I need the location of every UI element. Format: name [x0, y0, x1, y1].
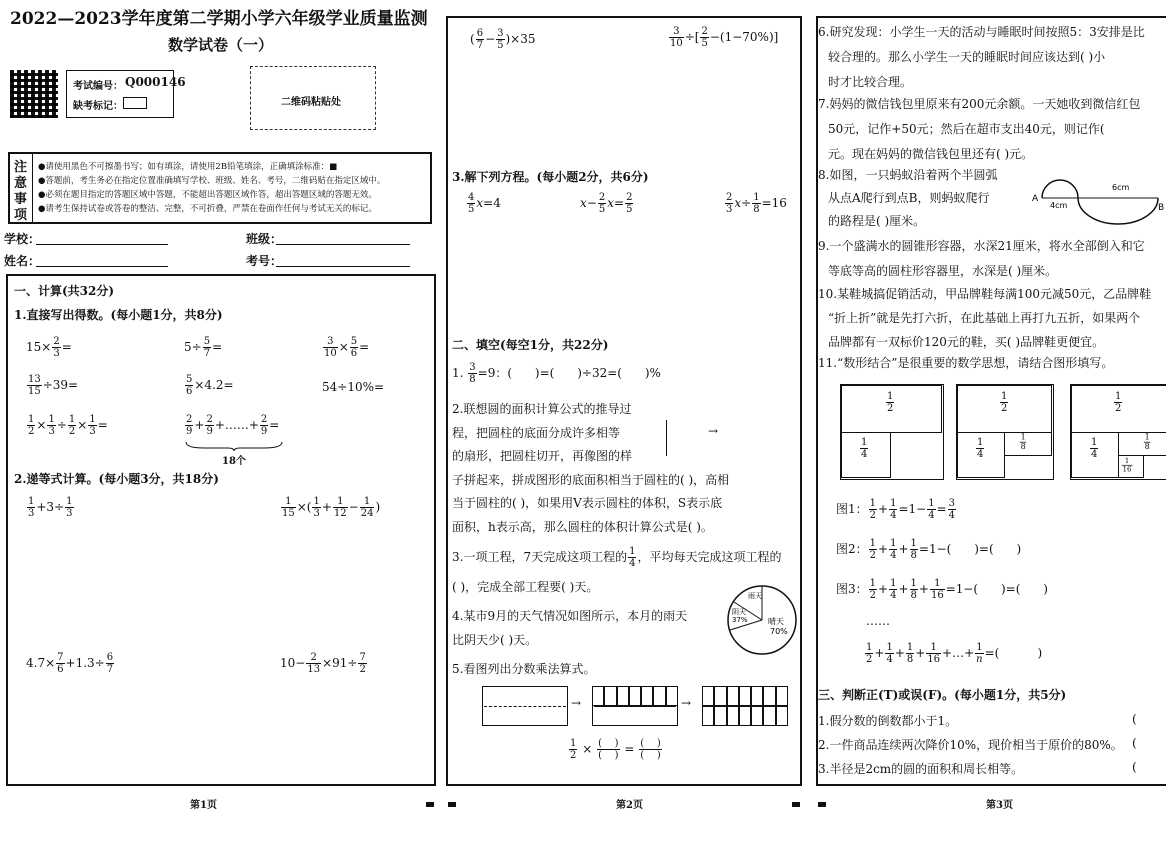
- pie-label-cloudy: 阴天: [732, 608, 746, 616]
- q2-item: 10− $\frac{2}{13}$ ×91÷ $\frac{7}{2}$: [280, 652, 366, 675]
- arrow-icon: →: [681, 696, 692, 710]
- grid-cell: [653, 686, 665, 706]
- grid-cell: [629, 686, 641, 706]
- figure-rect-3-grid: [702, 686, 788, 726]
- grid-cell: [776, 686, 788, 706]
- grid-cell: [763, 706, 775, 726]
- ellipsis: ……: [866, 614, 890, 628]
- exam-subtitle: 数学试卷（一）: [168, 36, 274, 54]
- pie-label-sunny-pct: 70%: [770, 627, 788, 636]
- exam-no-label: 考试编号：: [73, 81, 123, 92]
- grid-cell: [666, 686, 678, 706]
- q1-item: $\frac{3}{10}$ × $\frac{5}{6}$ =: [324, 336, 370, 359]
- pie-label-rain: 雨天: [748, 592, 762, 600]
- q8-line: 8.如图，一只蚂蚁沿着两个半圆弧: [818, 168, 998, 182]
- q10-line: 品牌都有一双标价120元的鞋，买( )品牌鞋更便宜。: [828, 335, 1105, 349]
- page3-number: 第3页: [986, 800, 1013, 811]
- notice-list: [38, 160, 385, 216]
- grid-cell: [751, 686, 763, 706]
- fill-q2-line: 程，把圆柱的底面分成许多相等: [452, 425, 621, 440]
- q10-line: “折上折”就是先打六折，在此基础上再打九五折，如果两个: [828, 311, 1141, 325]
- arrow-icon: →: [708, 424, 719, 438]
- q2-title: 2.递等式计算。(每小题3分，共18分): [14, 472, 219, 486]
- page1-number: 第1页: [190, 800, 217, 811]
- pie-label-cloudy-pct: 37%: [732, 616, 748, 624]
- figure-label: $\frac{1}{4}$: [861, 437, 868, 460]
- section3-title: 三、判断正(T)或误(F)。(每小题1分，共5分): [818, 688, 1067, 702]
- q1-item: 15× $\frac{2}{3}$ =: [26, 336, 72, 359]
- brace-label: 18个: [222, 456, 246, 467]
- q2-item: $\frac{1}{3}$ +3÷ $\frac{1}{3}$: [28, 496, 73, 519]
- figure-eq-4: $\frac{1}{2}$ + $\frac{1}{4}$ + $\frac{1}{8}$ + $\frac{1}{16}$ +…+ $\frac{1}{n}$ =( ): [866, 642, 1043, 665]
- q1-item: $\frac{5}{6}$ ×4.2=: [186, 374, 234, 397]
- figure-label: $\frac{1}{2}$: [1115, 391, 1122, 414]
- length-6cm-label: 6cm: [1112, 183, 1130, 192]
- semicircle-figure: [1030, 166, 1164, 228]
- figure-label: $\frac{1}{8}$: [1020, 433, 1026, 452]
- q1-item: $\frac{2}{9}$ + $\frac{2}{9}$ +……+ $\frac{2}{9}$ =: [186, 414, 280, 437]
- figure-2: [956, 384, 1054, 480]
- name-label: 姓名：: [4, 254, 41, 268]
- qr-code-icon: [10, 70, 58, 118]
- q1-item: $\frac{1}{2}$ × $\frac{1}{3}$ ÷ $\frac{1}{2}$ × $\frac{1}{3}$ =: [28, 414, 108, 437]
- figure-rect-2-grid: [592, 686, 678, 706]
- grid-cell: [617, 686, 629, 706]
- fill-q4-line: 4.某市9月的天气情况如图所示，本月的雨天: [452, 609, 688, 623]
- fill-q2: [452, 398, 729, 539]
- q9-line: 等底等高的圆柱形容器里，水深是( )厘米。: [828, 264, 1058, 278]
- notice-box: [8, 152, 432, 224]
- grid-cell: [604, 686, 616, 706]
- fill-q1: 1. $\frac{3}{8}$ =9：( )=( )÷32=( )%: [452, 362, 661, 385]
- cylinder-divider: [666, 420, 667, 456]
- q1-item: 54÷10%=: [322, 380, 385, 394]
- figure-label: $\frac{1}{4}$: [1091, 437, 1098, 460]
- grid-cell: [592, 686, 604, 706]
- point-a-label: A: [1032, 194, 1039, 204]
- pie-label-sunny: 晴天: [768, 617, 784, 626]
- barcode-paste-area: [250, 66, 376, 130]
- grid-cell: [763, 686, 775, 706]
- grid-cell: [751, 706, 763, 726]
- length-4cm-label: 4cm: [1050, 201, 1068, 210]
- weather-pie-chart: [726, 584, 798, 656]
- section2-title: 二、填空(每空1分，共22分): [452, 338, 609, 352]
- q10-line: 10.某鞋城搞促销活动，甲品牌鞋每满100元减50元，乙品牌鞋: [818, 287, 1152, 301]
- fill-q3-line2: ( )，完成全部工程要( )天。: [452, 580, 599, 594]
- barcode-area-label: 二维码粘贴处: [281, 97, 341, 108]
- judge-paren[interactable]: (: [1132, 712, 1137, 726]
- fill-q2-line: 当于圆柱的( )，如果用V表示圆柱的体积，S表示底: [452, 496, 723, 510]
- grid-cell: [714, 706, 726, 726]
- figure-eq-2: 图2： $\frac{1}{2}$ + $\frac{1}{4}$ + $\frac{1}{8}$ =1−( )=( ): [836, 538, 1022, 561]
- notice-item: ●请考生保持试卷或答卷的整洁、完整，不可折叠，严禁在卷面作任何与考试无关的标记。: [38, 204, 377, 214]
- figure-eq-3: 图3： $\frac{1}{2}$ + $\frac{1}{4}$ + $\frac{1}{8}$ + $\frac{1}{16}$ =1−( )=( ): [836, 578, 1048, 601]
- exam-no: Q000146: [125, 75, 186, 89]
- grid-cell: [739, 706, 751, 726]
- q9-line: 9.一个盛满水的圆锥形容器，水深21厘米，将水全部倒入和它: [818, 239, 1145, 253]
- equation-item: x− $\frac{2}{5}$ x= $\frac{2}{5}$: [580, 192, 633, 215]
- figure-label: $\frac{1}{4}$: [977, 437, 984, 460]
- fill-q5: 5.看图列出分数乘法算式。: [452, 662, 596, 676]
- grid-cell: [727, 686, 739, 706]
- figure-label: $\frac{1}{8}$: [1144, 433, 1150, 452]
- page2-number: 第2页: [616, 800, 643, 811]
- judge-paren[interactable]: (: [1132, 760, 1137, 774]
- fill-q5-formula: $\frac{1}{2}$ × $\frac{( )}{( )}$ = $\frac{( )}{( )}$: [570, 738, 661, 761]
- q1-title: 1.直接写出得数。(每小题1分，共8分): [14, 308, 223, 322]
- arrow-icon: →: [571, 696, 582, 710]
- grid-cell: [702, 706, 714, 726]
- q7-line: 50元，记作+50元；然后在超市支出40元，则记作(: [828, 122, 1105, 136]
- fill-q2-line: 2.联想圆的面积计算公式的推导过: [452, 402, 632, 416]
- notice-label: 注意事项: [14, 160, 28, 223]
- q7: [818, 92, 1140, 167]
- notice-item: ●请使用黑色不可擦墨书写；如有填涂，请使用2B铅笔填涂，正确填涂标准：■: [38, 162, 338, 172]
- fill-q3-line1: 3.一项工程，7天完成这项工程的 $\frac{1}{4}$ ，平均每天完成这项工程的: [452, 546, 782, 569]
- judge-item: 3.半径是2cm的圆的面积和周长相等。: [818, 762, 1024, 776]
- figure-eq-1: 图1： $\frac{1}{2}$ + $\frac{1}{4}$ =1− $\frac{1}{4}$ = $\frac{3}{4}$: [836, 498, 956, 521]
- q6-line: 较合理的。那么小学生一天的睡眠时间应该达到( )小: [828, 50, 1106, 64]
- calc-item: $\frac{3}{10}$ ÷[ $\frac{2}{5}$ −(1−70%)]: [670, 26, 779, 49]
- school-label: 学校：: [4, 232, 41, 246]
- class-label: 班级：: [246, 232, 283, 246]
- brace-icon: [184, 440, 284, 452]
- q7-line: 元。现在妈妈的微信钱包里还有( )元。: [828, 147, 1034, 161]
- fill-q2-line: 面积，h表示高，那么圆柱的体积计算公式是( )。: [452, 519, 713, 534]
- grid-cell: [702, 686, 714, 706]
- id-label: 考号：: [246, 254, 283, 268]
- equation-item: $\frac{2}{3}$ x÷ $\frac{1}{8}$ =16: [726, 192, 787, 215]
- fill-q4-line: 比阴天少( )天。: [452, 633, 538, 647]
- notice-item: ●答题前，考生务必在指定位置准确填写学校、班级、姓名、考号，二维码贴在指定区域中。: [38, 176, 386, 186]
- notice-item: ●必须在题目指定的答题区域中答题，不能超出答题区域作答，超出答题区域的答题无效。: [38, 190, 377, 200]
- q1-item: 5÷ $\frac{5}{7}$ =: [184, 336, 223, 359]
- q6-line: 时才比较合理。: [828, 75, 913, 89]
- judge-item: 2.一件商品连续两次降价10%，现价相当于原价的80%。: [818, 738, 1123, 752]
- fill-q2-line: 子拼起来，拼成图形的底面积相当于圆柱的( )，高相: [452, 472, 730, 487]
- q9: [818, 234, 1145, 284]
- exam-title: 2022—2023学年度第二学期小学六年级学业质量监测: [10, 9, 428, 29]
- fill-q4: [452, 604, 687, 652]
- judge-item: 1.假分数的倒数都小于1。: [818, 714, 958, 728]
- exam-info-box: [66, 70, 186, 118]
- q11-title: 11.“数形结合”是很重要的数学思想，请结合图形填写。: [818, 356, 1114, 370]
- section1-title: 一、计算(共32分): [14, 284, 115, 298]
- grid-cell: [739, 686, 751, 706]
- q8-line: 的路程是( )厘米。: [828, 214, 926, 228]
- grid-cell: [714, 686, 726, 706]
- figure-label: $\frac{1}{16}$: [1122, 457, 1132, 474]
- figure-label: $\frac{1}{2}$: [887, 391, 894, 414]
- equation-item: $\frac{4}{5}$ x=4: [468, 192, 501, 215]
- q6-line: 6.研究发现：小学生一天的活动与睡眠时间按照5：3安排是比: [818, 25, 1145, 39]
- absent-label: 缺考标记：: [73, 101, 123, 112]
- q7-line: 7.妈妈的微信钱包里原来有200元余额。一天她收到微信红包: [818, 97, 1141, 111]
- q8: [818, 164, 997, 233]
- q1-item: $\frac{13}{15}$ ÷39=: [28, 374, 79, 397]
- q10: [818, 282, 1151, 354]
- fill-q2-line: 的扇形，把圆柱切开，再像图的样: [452, 449, 633, 463]
- q2-item: $\frac{1}{15}$ ×( $\frac{1}{3}$ + $\frac{1}{12}$ − $\frac{1}{24}$ ): [282, 496, 381, 519]
- figure-3: [1070, 384, 1166, 480]
- q2-item: 4.7× $\frac{7}{6}$ +1.3÷ $\frac{6}{7}$: [26, 652, 114, 675]
- grid-cell: [727, 706, 739, 726]
- q6: [818, 20, 1145, 95]
- figure-1: [840, 384, 944, 480]
- grid-cell: [776, 706, 788, 726]
- absent-checkbox[interactable]: [123, 97, 147, 109]
- q3-title: 3.解下列方程。(每小题2分，共6分): [452, 170, 649, 184]
- q8-line: 从点A爬行到点B，则蚂蚁爬行: [828, 191, 990, 205]
- figure-label: $\frac{1}{2}$: [1001, 391, 1008, 414]
- judge-paren[interactable]: (: [1132, 736, 1137, 750]
- grid-cell: [641, 686, 653, 706]
- point-b-label: B: [1158, 203, 1164, 213]
- calc-item: ( $\frac{6}{7}$ − $\frac{3}{5}$ )×35: [470, 28, 536, 51]
